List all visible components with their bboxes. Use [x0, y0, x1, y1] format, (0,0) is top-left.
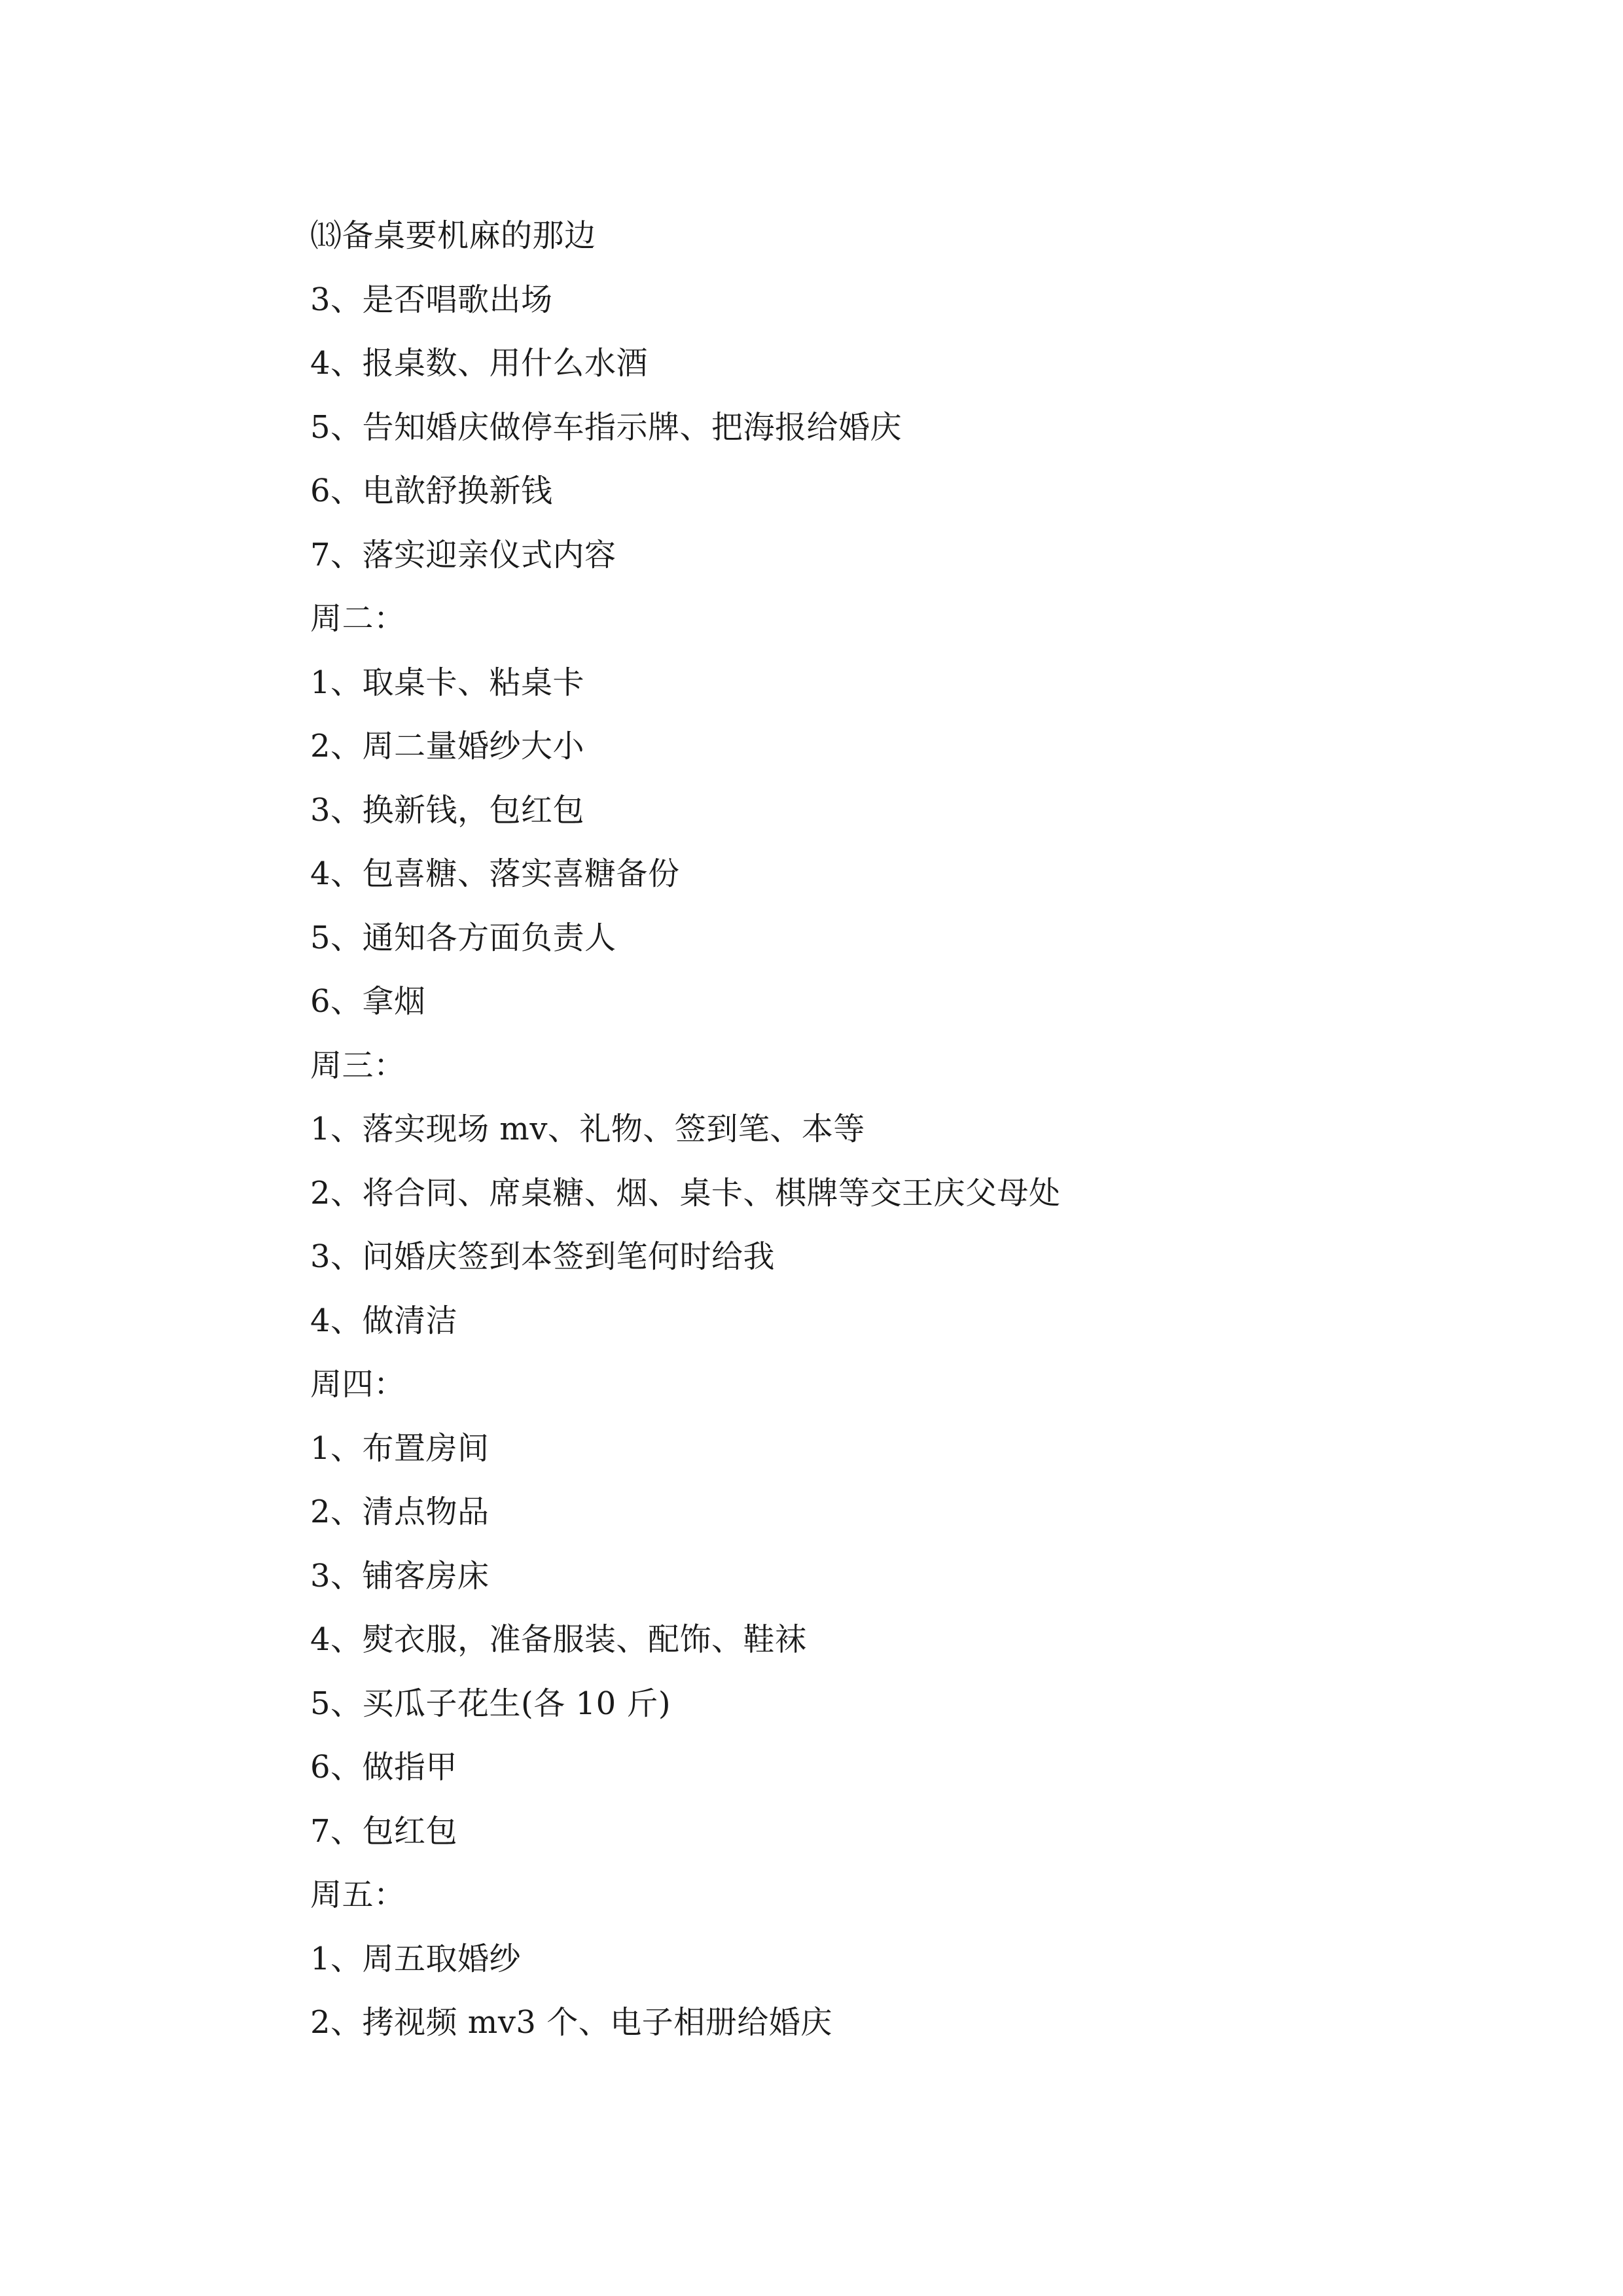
text-line: 6、做指甲	[310, 1749, 458, 1785]
text-line: 4、包喜糖、落实喜糖备份	[310, 855, 680, 892]
text-line: 5、买瓜子花生(各 10 斤)	[310, 1685, 671, 1722]
text-line: 6、拿烟	[310, 983, 426, 1020]
text-line: 5、告知婚庆做停车指示牌、把海报给婚庆	[310, 408, 902, 446]
text-line: 5、通知各方面负责人	[310, 919, 616, 956]
text-line: 6、电歆舒换新钱	[310, 473, 553, 509]
document-body	[310, 204, 1488, 2055]
text-line: 4、做清洁	[310, 1302, 458, 1339]
text-line: 1、周五取婚纱	[310, 1940, 522, 1977]
text-line: 7、包红包	[310, 1812, 458, 1850]
text-line: 2、拷视频 mv3 个、电子相册给婚庆	[310, 2004, 832, 2041]
text-line: 3、铺客房床	[310, 1557, 490, 1594]
text-line: 1、取桌卡、粘桌卡	[310, 664, 585, 701]
section-heading: 周二：	[310, 600, 406, 637]
section-heading: 周四：	[310, 1366, 406, 1403]
text-line: 4、报桌数、用什么水酒	[310, 345, 649, 382]
text-line: 2、清点物品	[310, 1494, 490, 1530]
text-line: 3、是否唱歌出场	[310, 281, 553, 318]
text-line: 7、落实迎亲仪式内容	[310, 536, 616, 573]
text-line: 2、将合同、席桌糖、烟、桌卡、棋牌等交王庆父母处	[310, 1174, 1061, 1211]
text-line: 2、周二量婚纱大小	[310, 728, 585, 764]
text-line: 3、问婚庆签到本签到笔何时给我	[310, 1238, 776, 1275]
text-line: 1、布置房间	[310, 1429, 490, 1467]
text-line: ⒀备桌要机麻的那边	[310, 217, 596, 254]
section-heading: 周三：	[310, 1047, 406, 1084]
text-line: 4、熨衣服，准备服装、配饰、鞋袜	[310, 1621, 807, 1658]
text-line: 3、换新钱，包红包	[310, 791, 585, 829]
section-heading: 周五：	[310, 1876, 406, 1913]
text-line: 1、落实现场 mv、礼物、签到笔、本等	[310, 1111, 865, 1147]
